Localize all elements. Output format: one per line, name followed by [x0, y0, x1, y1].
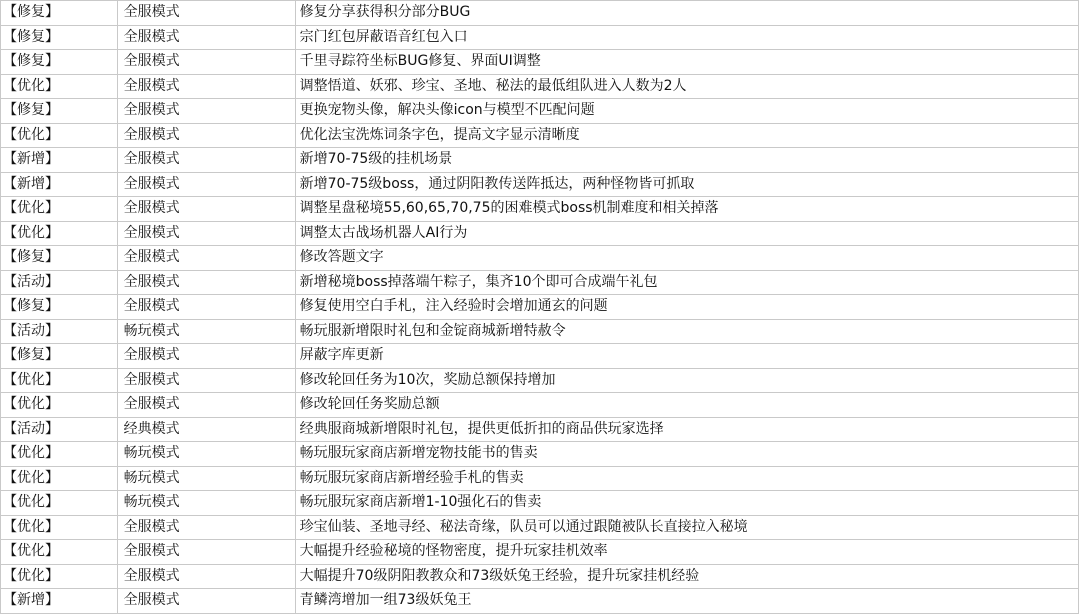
cell-mode: 全服模式 — [117, 148, 295, 173]
cell-type: 【优化】 — [1, 540, 118, 565]
cell-description: 大幅提升70级阴阳教教众和73级妖兔王经验，提升玩家挂机经验 — [295, 564, 1078, 589]
table-row — [1, 25, 1079, 50]
cell-mode: 全服模式 — [117, 393, 295, 418]
table-row — [1, 172, 1079, 197]
cell-type: 【优化】 — [1, 466, 118, 491]
cell-mode: 全服模式 — [117, 50, 295, 75]
cell-mode: 全服模式 — [117, 74, 295, 99]
cell-mode: 畅玩模式 — [117, 466, 295, 491]
table-row — [1, 368, 1079, 393]
cell-mode: 全服模式 — [117, 295, 295, 320]
table-row — [1, 270, 1079, 295]
cell-type: 【活动】 — [1, 319, 118, 344]
table-row — [1, 564, 1079, 589]
cell-mode: 全服模式 — [117, 123, 295, 148]
cell-type: 【修复】 — [1, 1, 118, 26]
cell-mode: 全服模式 — [117, 344, 295, 369]
table-row — [1, 393, 1079, 418]
cell-mode: 经典模式 — [117, 417, 295, 442]
cell-mode: 全服模式 — [117, 1, 295, 26]
table-row — [1, 221, 1079, 246]
cell-type: 【优化】 — [1, 564, 118, 589]
cell-description: 千里寻踪符坐标BUG修复、界面UI调整 — [295, 50, 1078, 75]
table-row — [1, 466, 1079, 491]
cell-type: 【优化】 — [1, 123, 118, 148]
table-row — [1, 295, 1079, 320]
table-row — [1, 319, 1079, 344]
cell-description: 屏蔽字库更新 — [295, 344, 1078, 369]
cell-description: 修改轮回任务奖励总额 — [295, 393, 1078, 418]
cell-mode: 畅玩模式 — [117, 442, 295, 467]
table-row — [1, 1, 1079, 26]
table-row — [1, 74, 1079, 99]
cell-type: 【修复】 — [1, 344, 118, 369]
cell-type: 【新增】 — [1, 172, 118, 197]
cell-description: 畅玩服新增限时礼包和金锭商城新增特赦令 — [295, 319, 1078, 344]
cell-description: 珍宝仙装、圣地寻经、秘法奇缘，队员可以通过跟随被队长直接拉入秘境 — [295, 515, 1078, 540]
cell-mode: 畅玩模式 — [117, 319, 295, 344]
cell-description: 大幅提升经验秘境的怪物密度，提升玩家挂机效率 — [295, 540, 1078, 565]
table-row — [1, 589, 1079, 614]
cell-description: 经典服商城新增限时礼包，提供更低折扣的商品供玩家选择 — [295, 417, 1078, 442]
cell-mode: 全服模式 — [117, 540, 295, 565]
table-row — [1, 197, 1079, 222]
cell-description: 调整悟道、妖邪、珍宝、圣地、秘法的最低组队进入人数为2人 — [295, 74, 1078, 99]
cell-description: 优化法宝洗炼词条字色，提高文字显示清晰度 — [295, 123, 1078, 148]
cell-description: 调整星盘秘境55,60,65,70,75的困难模式boss机制难度和相关掉落 — [295, 197, 1078, 222]
cell-type: 【优化】 — [1, 368, 118, 393]
cell-type: 【新增】 — [1, 148, 118, 173]
cell-mode: 全服模式 — [117, 589, 295, 614]
cell-description: 青鳞湾增加一组73级妖兔王 — [295, 589, 1078, 614]
cell-mode: 全服模式 — [117, 221, 295, 246]
cell-type: 【活动】 — [1, 417, 118, 442]
cell-type: 【修复】 — [1, 50, 118, 75]
table-row — [1, 246, 1079, 271]
cell-description: 调整太古战场机器人AI行为 — [295, 221, 1078, 246]
cell-description: 畅玩服玩家商店新增1-10强化石的售卖 — [295, 491, 1078, 516]
cell-mode: 全服模式 — [117, 197, 295, 222]
cell-mode: 全服模式 — [117, 172, 295, 197]
cell-type: 【优化】 — [1, 221, 118, 246]
cell-description: 新增秘境boss掉落端午粽子，集齐10个即可合成端午礼包 — [295, 270, 1078, 295]
cell-type: 【优化】 — [1, 491, 118, 516]
cell-mode: 全服模式 — [117, 246, 295, 271]
cell-type: 【优化】 — [1, 197, 118, 222]
cell-type: 【修复】 — [1, 99, 118, 124]
cell-type: 【优化】 — [1, 393, 118, 418]
cell-type: 【优化】 — [1, 515, 118, 540]
cell-mode: 全服模式 — [117, 515, 295, 540]
cell-description: 新增70-75级的挂机场景 — [295, 148, 1078, 173]
table-row — [1, 148, 1079, 173]
cell-description: 畅玩服玩家商店新增经验手札的售卖 — [295, 466, 1078, 491]
table-row — [1, 344, 1079, 369]
table-row — [1, 50, 1079, 75]
cell-mode: 全服模式 — [117, 564, 295, 589]
cell-type: 【活动】 — [1, 270, 118, 295]
cell-type: 【修复】 — [1, 25, 118, 50]
cell-description: 更换宠物头像，解决头像icon与模型不匹配问题 — [295, 99, 1078, 124]
table-row — [1, 442, 1079, 467]
cell-type: 【修复】 — [1, 246, 118, 271]
cell-description: 宗门红包屏蔽语音红包入口 — [295, 25, 1078, 50]
cell-type: 【修复】 — [1, 295, 118, 320]
cell-description: 修复使用空白手札，注入经验时会增加通玄的问题 — [295, 295, 1078, 320]
cell-description: 修复分享获得积分部分BUG — [295, 1, 1078, 26]
cell-mode: 全服模式 — [117, 25, 295, 50]
cell-mode: 全服模式 — [117, 368, 295, 393]
cell-type: 【新增】 — [1, 589, 118, 614]
table-row — [1, 123, 1079, 148]
cell-mode: 畅玩模式 — [117, 491, 295, 516]
table-row — [1, 540, 1079, 565]
cell-description: 畅玩服玩家商店新增宠物技能书的售卖 — [295, 442, 1078, 467]
cell-mode: 全服模式 — [117, 270, 295, 295]
table-row — [1, 99, 1079, 124]
cell-type: 【优化】 — [1, 442, 118, 467]
cell-mode: 全服模式 — [117, 99, 295, 124]
table-row — [1, 417, 1079, 442]
cell-description: 修改轮回任务为10次，奖励总额保持增加 — [295, 368, 1078, 393]
cell-type: 【优化】 — [1, 74, 118, 99]
table-row — [1, 491, 1079, 516]
cell-description: 新增70-75级boss，通过阴阳教传送阵抵达，两种怪物皆可抓取 — [295, 172, 1078, 197]
table-row — [1, 515, 1079, 540]
changelog-rows — [1, 1, 1079, 614]
cell-description: 修改答题文字 — [295, 246, 1078, 271]
